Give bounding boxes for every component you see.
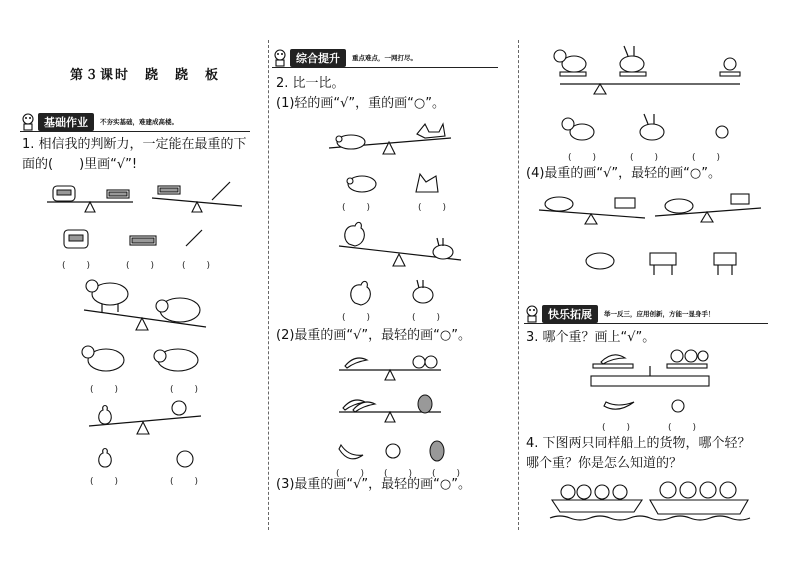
answer-paren[interactable]: ( ) <box>62 261 92 271</box>
items-row-fruits <box>335 435 455 463</box>
question-1-line2: 面的( )里画“√”! <box>22 157 138 172</box>
apple-icon <box>172 401 186 415</box>
pig-icon <box>586 253 614 269</box>
pineapple-icon <box>418 395 432 413</box>
answer-paren[interactable]: ( ) <box>182 261 212 271</box>
pear-icon <box>99 449 112 468</box>
banana-icon <box>345 358 367 368</box>
answer-paren[interactable]: ( ) <box>342 203 372 213</box>
answer-paren[interactable]: ( ) <box>630 153 660 163</box>
fox-icon <box>417 124 445 138</box>
cow-icon <box>615 198 635 208</box>
rooster-icon <box>351 281 371 305</box>
banana-icon <box>601 355 625 364</box>
rabbit-icon <box>413 287 433 303</box>
seesaw-box-pencil <box>150 178 245 218</box>
lesson-title: 第３课时 跷 跷 板 <box>70 68 221 83</box>
goat-icon <box>714 253 736 265</box>
answer-paren[interactable]: ( ) <box>170 385 200 395</box>
section-tag: 基础作业 <box>38 113 94 131</box>
items-row-cat-rabbit-chick <box>560 114 740 144</box>
items-row-q1 <box>60 228 220 250</box>
question-1-line1: 1. 相信我的判断力，一定能在最重的下 <box>22 137 247 152</box>
seesaw-pear-apple <box>85 398 205 443</box>
answer-paren[interactable]: ( ) <box>412 313 442 323</box>
scale-bananas-pineapple <box>335 390 445 426</box>
pear-icon <box>99 406 112 425</box>
banana-icon <box>604 402 634 409</box>
mascot-icon <box>272 49 288 67</box>
answer-paren[interactable]: ( ) <box>90 477 120 487</box>
answer-paren[interactable]: ( ) <box>342 313 372 323</box>
answer-paren[interactable]: ( ) <box>126 261 156 271</box>
answer-paren[interactable]: ( ) <box>384 469 414 479</box>
watermelon-icon <box>685 350 697 362</box>
watermelon-icon <box>672 400 684 412</box>
items-row-pear-apple <box>95 445 205 469</box>
items-row-sheep-pig <box>78 342 208 377</box>
banana-icon <box>339 445 363 459</box>
answer-paren[interactable]: ( ) <box>692 153 722 163</box>
pencil-icon <box>212 182 230 200</box>
cow-icon <box>650 253 676 265</box>
section-banner-advanced <box>272 48 498 68</box>
mascot-icon <box>20 113 36 131</box>
question-2-sub1: (1)轻的画“√”，重的画“○”。 <box>276 96 445 111</box>
pencil-icon <box>186 230 202 246</box>
section-banner-basic <box>20 112 250 132</box>
section-tag: 综合提升 <box>290 49 346 67</box>
apple-icon <box>413 356 425 368</box>
items-row-pig-cow-goat <box>580 245 750 277</box>
seesaw-bag-box <box>45 180 135 220</box>
chick-icon <box>724 58 736 70</box>
question-4-line1: 4. 下图两只同样船上的货物，哪个轻？ <box>526 436 751 451</box>
pineapple-icon <box>430 441 444 461</box>
question-2-sub3: (3)最重的画“√”，最轻的画“○”。 <box>276 477 471 492</box>
rooster-icon <box>345 222 365 246</box>
balance-scale-q3 <box>585 346 715 392</box>
pig-icon <box>545 197 573 211</box>
question-2-sub4: (4)最重的画“√”，最轻的画“○”。 <box>526 166 721 181</box>
question-2-sub2: (2)最重的画“√”，最轻的画“○”。 <box>276 328 471 343</box>
column-divider <box>518 40 519 530</box>
answer-paren[interactable]: ( ) <box>418 203 448 213</box>
answer-paren[interactable]: ( ) <box>432 469 462 479</box>
rabbit-icon <box>433 245 453 259</box>
seesaw-rooster-rabbit <box>335 218 465 273</box>
chick-icon <box>716 126 728 138</box>
rabbit-icon <box>640 124 664 140</box>
section-tag: 快乐拓展 <box>542 305 598 323</box>
items-row-mouse-fox <box>340 168 450 196</box>
answer-paren[interactable]: ( ) <box>602 423 632 433</box>
rabbit-icon <box>620 56 644 72</box>
question-4-line2: 哪个重？你是怎么知道的？ <box>526 456 683 471</box>
boat-icon <box>552 500 642 512</box>
answer-paren[interactable]: ( ) <box>668 423 698 433</box>
seesaw-sheep-pig <box>80 272 210 337</box>
fox-icon <box>416 174 438 192</box>
watermelon-icon <box>671 350 683 362</box>
pig-icon <box>665 199 693 213</box>
watermelon-icon <box>698 351 708 361</box>
scale-banana-apples <box>335 348 445 384</box>
section-subtitle: 举一反三，应用创新，方能一显身手！ <box>604 310 715 318</box>
balance-cat-rabbit-chick <box>540 44 750 100</box>
goat-icon <box>731 194 749 204</box>
boats-q4 <box>550 478 750 524</box>
mascot-icon <box>524 305 540 323</box>
items-row-rooster-rabbit <box>345 275 445 307</box>
answer-paren[interactable]: ( ) <box>90 385 120 395</box>
question-3-title: 3. 哪个重？画上“√”。 <box>526 330 656 345</box>
apple-icon <box>177 451 193 467</box>
section-subtitle: 重点难点，一网打尽。 <box>352 54 417 62</box>
boat-icon <box>650 500 748 514</box>
column-divider <box>268 40 269 530</box>
answer-paren[interactable]: ( ) <box>568 153 598 163</box>
seesaw-mouse-fox <box>325 120 455 165</box>
apple-icon <box>386 444 400 458</box>
section-banner-extension <box>524 304 768 324</box>
apple-icon <box>425 356 437 368</box>
section-subtitle: 不夯实基础，难建成高楼。 <box>100 118 178 126</box>
answer-paren[interactable]: ( ) <box>170 477 200 487</box>
answer-paren[interactable]: ( ) <box>336 469 366 479</box>
seesaws-pig-cow-goat <box>535 188 765 230</box>
question-2-title: 2. 比一比。 <box>276 76 345 91</box>
items-row-q3 <box>600 396 700 414</box>
